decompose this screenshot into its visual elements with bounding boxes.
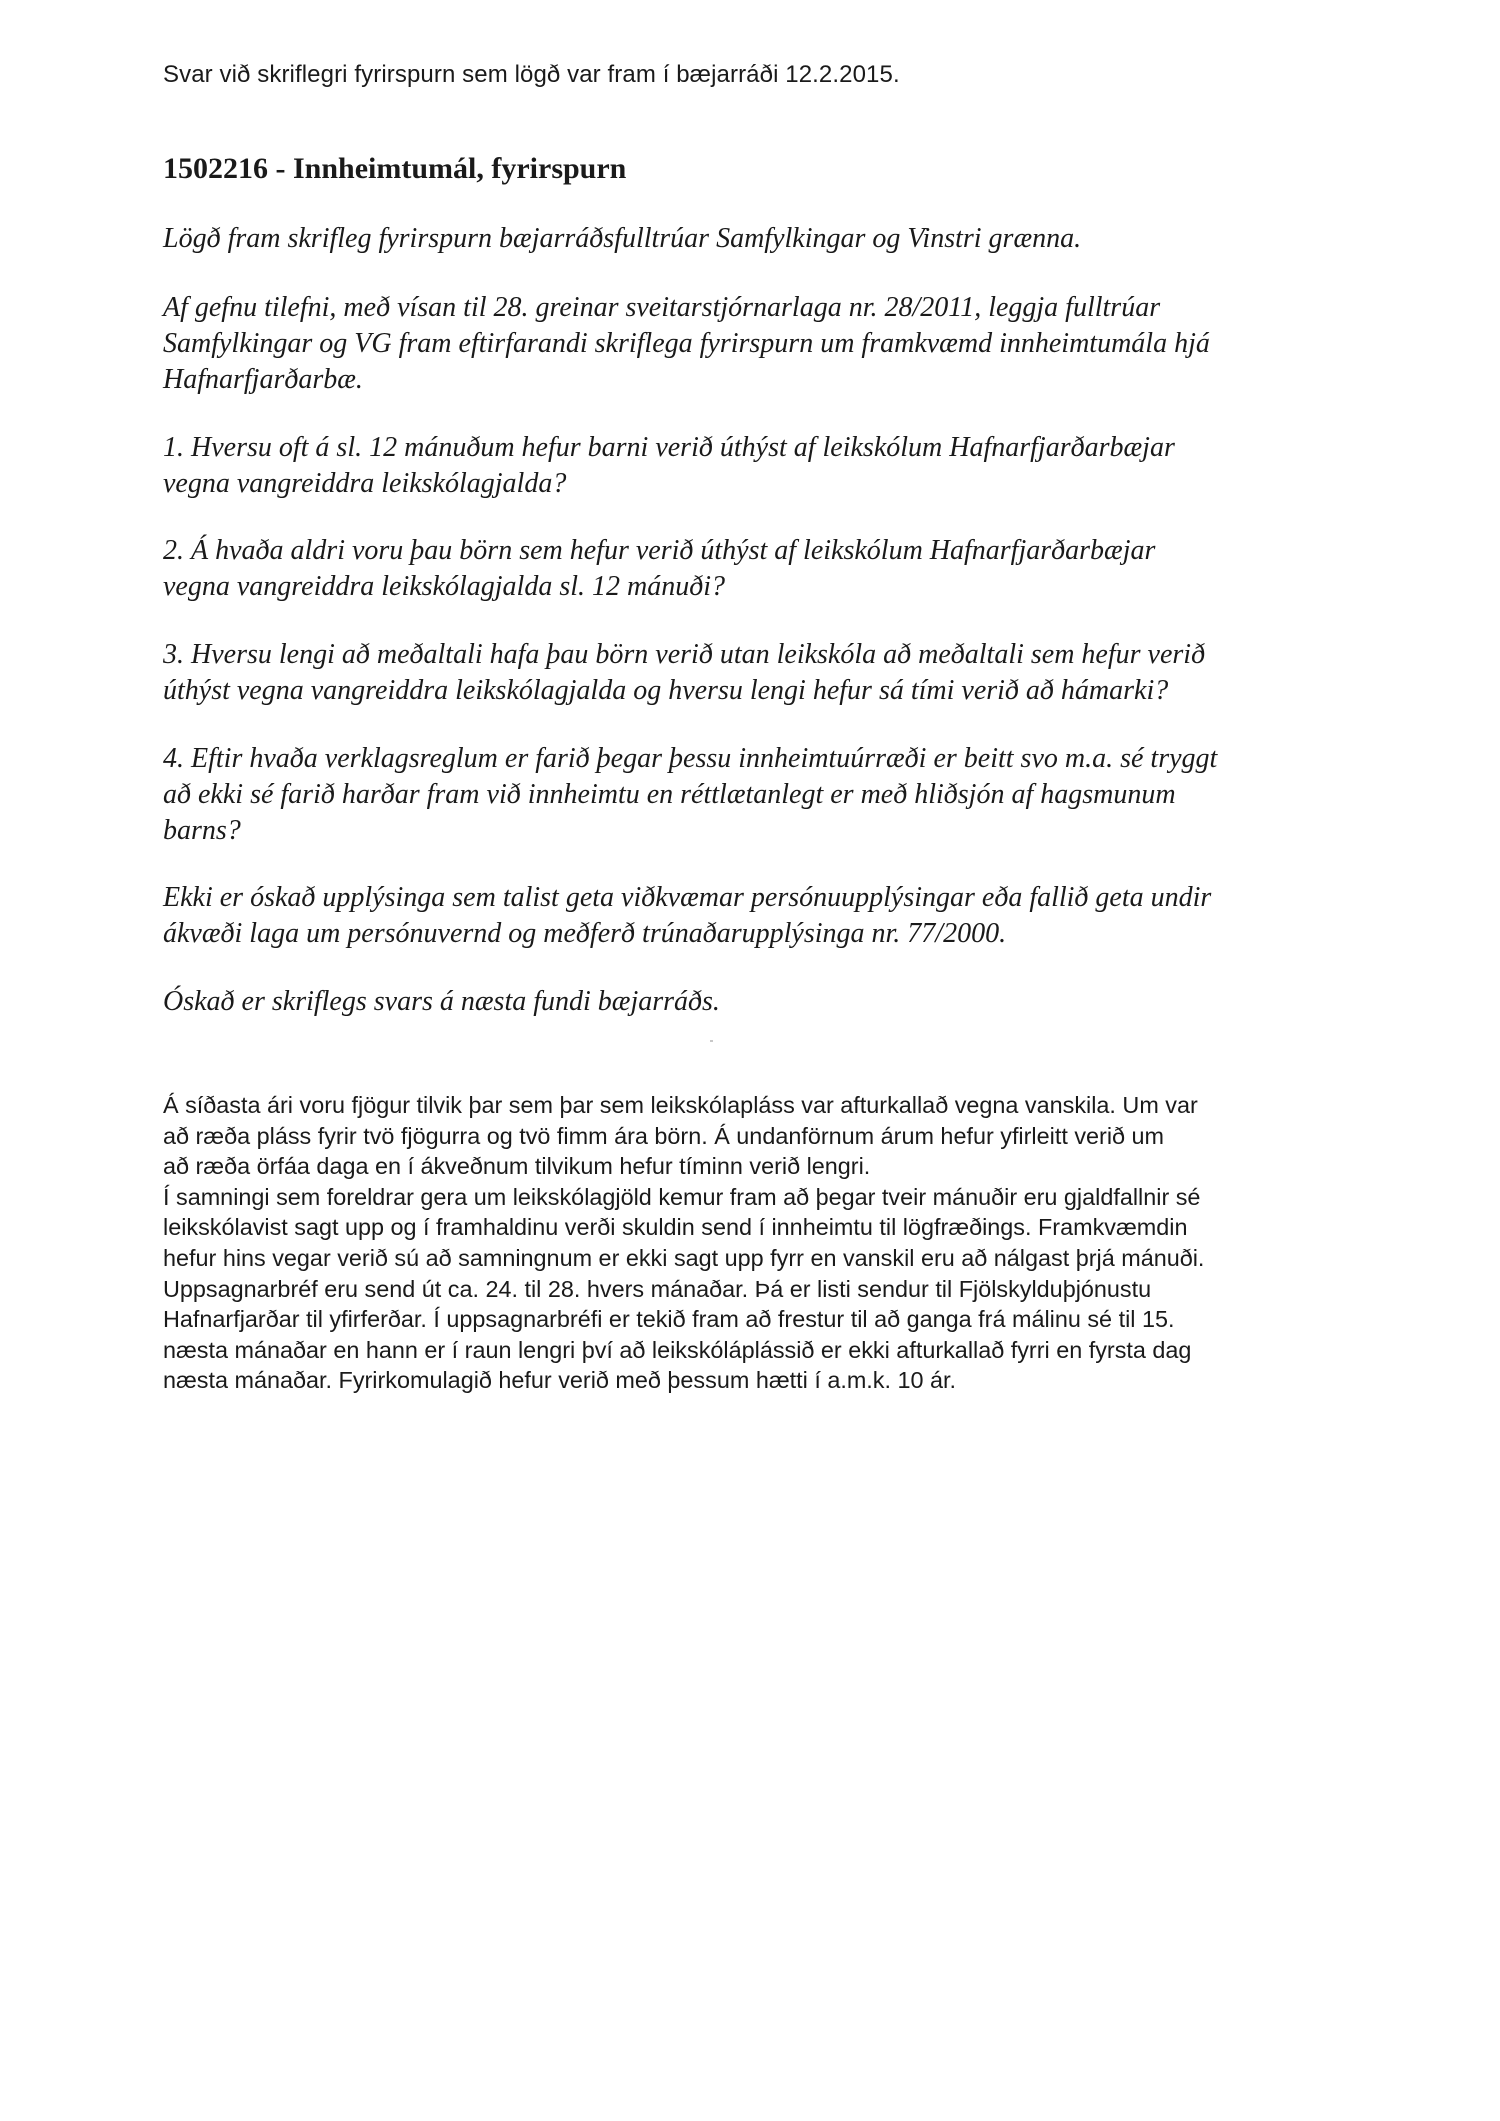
text-line: að ekki sé farið harðar fram við innheimtu en réttlætanlegt er með hliðsjón af hagsmunum bbox=[163, 779, 1176, 810]
text-line: 2. Á hvaða aldri voru þau börn sem hefur verið úthýst af leikskólum Hafnarfjarðarbæjar bbox=[163, 535, 1156, 566]
text-line: barns? bbox=[163, 815, 241, 846]
inquiry-preamble bbox=[163, 290, 1343, 398]
text-line: Hafnarfjarðar til yfirferðar. Í uppsagnarbréfi er tekið fram að frestur til að ganga frá málinu sé til 15. bbox=[163, 1306, 1175, 1333]
text-line: 1. Hversu oft á sl. 12 mánuðum hefur barni verið úthýst af leikskólum Hafnarfjarðarbæjar bbox=[163, 432, 1175, 463]
text-line: næsta mánaðar. Fyrirkomulagið hefur verið með þessum hætti í a.m.k. 10 ár. bbox=[163, 1367, 957, 1394]
question-2 bbox=[163, 533, 1343, 605]
text-line: Uppsagnarbréf eru send út ca. 24. til 28. hvers mánaðar. Þá er listi sendur til Fjölskylduþjónustu bbox=[163, 1275, 1152, 1302]
response-request bbox=[163, 984, 1343, 1020]
text-line: að ræða örfáa daga en í ákveðnum tilvikum hefur tíminn verið lengri. bbox=[163, 1153, 871, 1180]
text-line: hefur hins vegar verið sú að samningnum er ekki sagt upp fyrr en vanskil eru að nálgast þrjá mánuði. bbox=[163, 1244, 1205, 1271]
text-line: Af gefnu tilefni, með vísan til 28. greinar sveitarstjórnarlaga nr. 28/2011, leggja fulltrúar bbox=[163, 292, 1161, 323]
privacy-note bbox=[163, 880, 1343, 952]
inquiry-intro bbox=[163, 221, 1343, 257]
text-line: 3. Hversu lengi að meðaltali hafa þau börn verið utan leikskóla að meðaltali sem hefur verið bbox=[163, 639, 1206, 670]
text-line: Lögð fram skrifleg fyrirspurn bæjarráðsfulltrúar Samfylkingar og Vinstri grænna. bbox=[163, 223, 1082, 254]
case-title: 1502216 - Innheimtumál, fyrirspurn bbox=[163, 152, 627, 185]
text-line: Á síðasta ári voru fjögur tilvik þar sem þar sem leikskólapláss var afturkallað vegna vanskila. Um var bbox=[163, 1092, 1198, 1118]
text-line: Óskað er skriflegs svars á næsta fundi bæjarráðs. bbox=[163, 986, 720, 1017]
text-line: Ekki er óskað upplýsinga sem talist geta viðkvæmar persónuupplýsingar eða fallið geta undir bbox=[163, 882, 1212, 913]
text-line: Hafnarfjarðarbæ. bbox=[163, 364, 363, 395]
question-1 bbox=[163, 430, 1343, 502]
text-line: 4. Eftir hvaða verklagsreglum er farið þegar þessu innheimtuúrræði er beitt svo m.a. sé tryggt bbox=[163, 743, 1218, 774]
text-line: Í samningi sem foreldrar gera um leikskólagjöld kemur fram að þegar tveir mánuðir eru gjaldfallnir sé bbox=[163, 1183, 1201, 1210]
question-3 bbox=[163, 637, 1343, 709]
text-line: næsta mánaðar en hann er í raun lengri því að leikskóláplássið er ekki afturkallað fyrri en fyrsta dag bbox=[163, 1336, 1192, 1363]
scan-speck bbox=[710, 1040, 713, 1042]
question-4 bbox=[163, 741, 1343, 849]
text-line: úthýst vegna vangreiddra leikskólagjalda og hversu lengi hefur sá tími verið að hámarki? bbox=[163, 675, 1169, 706]
document-header: Svar við skriflegri fyrirspurn sem lögð var fram í bæjarráði 12.2.2015. bbox=[163, 61, 900, 88]
text-line: vegna vangreiddra leikskólagjalda sl. 12 mánuði? bbox=[163, 571, 725, 602]
text-line: vegna vangreiddra leikskólagjalda? bbox=[163, 468, 567, 499]
answer-body bbox=[163, 1090, 1343, 1396]
text-line: leikskólavist sagt upp og í framhaldinu verði skuldin send í innheimtu til lögfræðings. Framkvæmdin bbox=[163, 1214, 1188, 1241]
text-line: að ræða pláss fyrir tvö fjögurra og tvö fimm ára börn. Á undanförnum árum hefur yfirleitt verið um bbox=[163, 1122, 1165, 1149]
text-line: Samfylkingar og VG fram eftirfarandi skriflega fyrirspurn um framkvæmd innheimtumála hjá bbox=[163, 328, 1210, 359]
text-line: ákvæði laga um persónuvernd og meðferð trúnaðarupplýsinga nr. 77/2000. bbox=[163, 918, 1007, 949]
